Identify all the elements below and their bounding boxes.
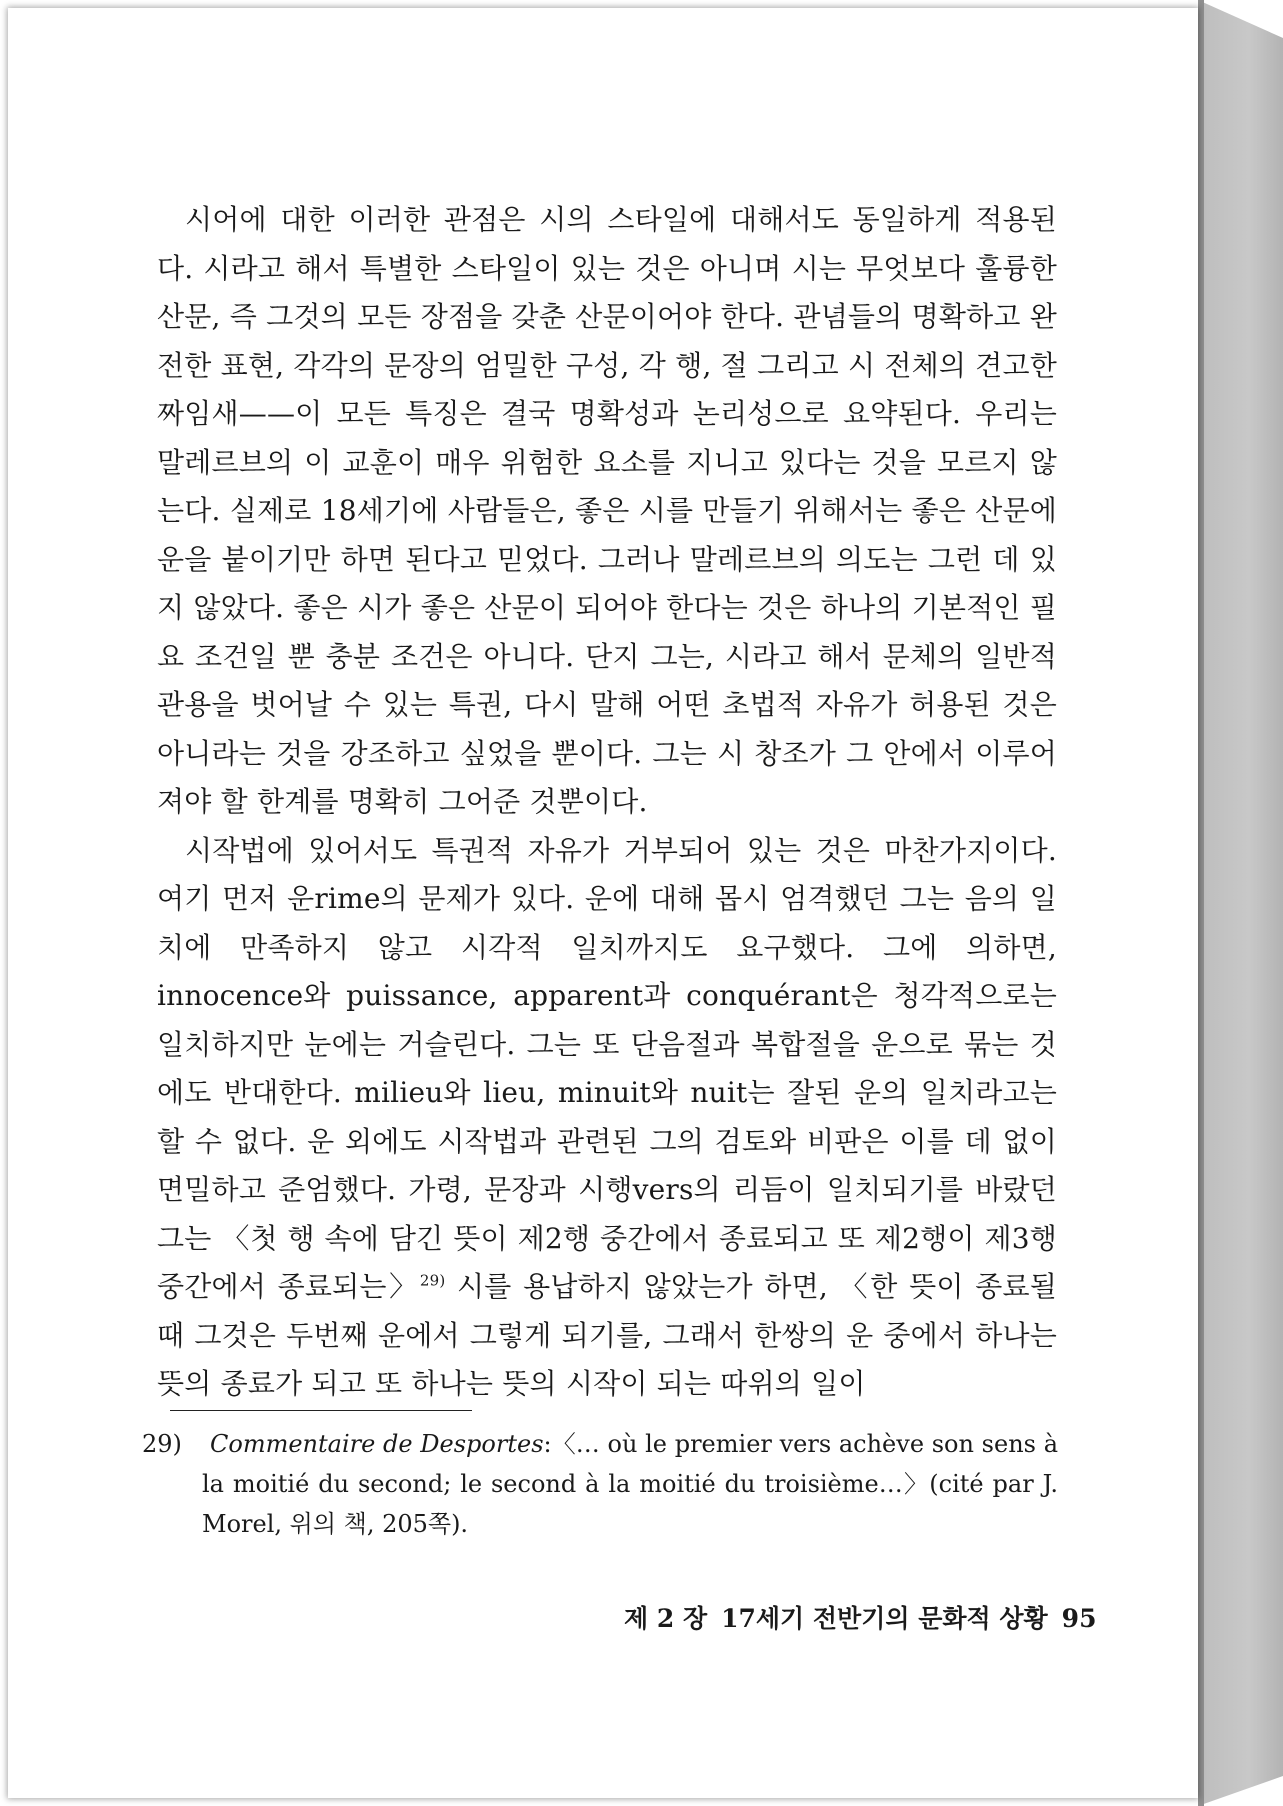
paragraph-2-part-1: 시작법에 있어서도 특권적 자유가 거부되어 있는 것은 마찬가지이다. 여기 먼저 운rime의 문제가 있다. 운에 대해 몹시 엄격했던 그는 음의 일치에 만족하지 않고 시각적 일치까지도 요구했다. 그에 의하면, innocence와 puissance, apparent과 conquérant은 청각적으로는 일치하지만 눈에는 거슬린다. 그는 또 단음절과 복합절을 운으로 묶는 것에도 반대한다. milieu와 lieu, minuit와 nuit는 잘된 운의 일치라고는 할 수 없다. 운 외에도 시작법과 관련된 그의 검토와 비판은 이를 데 없이 면밀하고 준엄했다. 가령, 문장과 시행vers의 리듬이 일치되기를 바랐던 그는 〈첫 행 속에 담긴 뜻이 제2행 중간에서 종료되고 또 제2행이 제3행 중간에서 종료되는〉	[157, 833, 1057, 1303]
footnote-number: 29)	[142, 1430, 182, 1458]
footnote	[142, 1424, 1058, 1544]
footnote-title: Commentaire de Desportes	[210, 1430, 544, 1458]
footer-title: 17세기 전반기의 문화적 상황	[721, 1604, 1048, 1633]
page-number: 95	[1061, 1604, 1097, 1633]
paragraph-2	[157, 827, 1057, 1409]
footnote-reference: 29)	[419, 1271, 446, 1290]
book-page-stack	[1198, 0, 1283, 1806]
footnote-body	[142, 1424, 1058, 1544]
book-spine-shadow	[1198, 0, 1204, 1806]
paragraph-1: 시어에 대한 이러한 관점은 시의 스타일에 대해서도 동일하게 적용된다. 시라고 해서 특별한 스타일이 있는 것은 아니며 시는 무엇보다 훌륭한 산문, 즉 그것의 모든 장점을 갖춘 산문이어야 한다. 관념들의 명확하고 완전한 표현, 각각의 문장의 엄밀한 구성, 각 행, 절 그리고 시 전체의 견고한 짜임새——이 모든 특징은 결국 명확성과 논리성으로 요약된다. 우리는 말레르브의 이 교훈이 매우 위험한 요소를 지니고 있다는 것을 모르지 않는다. 실제로 18세기에 사람들은, 좋은 시를 만들기 위해서는 좋은 산문에 운을 붙이기만 하면 된다고 믿었다. 그러나 말레르브의 의도는 그런 데 있지 않았다. 좋은 시가 좋은 산문이 되어야 한다는 것은 하나의 기본적인 필요 조건일 뿐 충분 조건은 아니다. 단지 그는, 시라고 해서 문체의 일반적 관용을 벗어날 수 있는 특권, 다시 말해 어떤 초법적 자유가 허용된 것은 아니라는 것을 강조하고 싶었을 뿐이다. 그는 시 창조가 그 안에서 이루어져야 할 한계를 명확히 그어준 것뿐이다.	[157, 203, 1057, 818]
footer-chapter: 제 2 장	[624, 1604, 708, 1633]
body-text	[157, 196, 1057, 1409]
running-footer	[610, 1599, 1097, 1635]
footnote-divider	[170, 1410, 472, 1411]
footnote-text: :〈… où le premier vers achève son sens à la moitié du second; le second à la moitié du troisième…〉(cité par J. Morel, 위의 책, 205쪽).	[202, 1430, 1058, 1538]
paragraph-2-part-2: 시를 용납하지 않았는가 하면, 〈한 뜻이 종료될 때 그것은 두번째 운에서 그렇게 되기를, 그래서 한쌍의 운 중에서 하나는 뜻의 종료가 되고 또 하나는 뜻의 시작이 되는 따위의 일이	[157, 1270, 1057, 1400]
